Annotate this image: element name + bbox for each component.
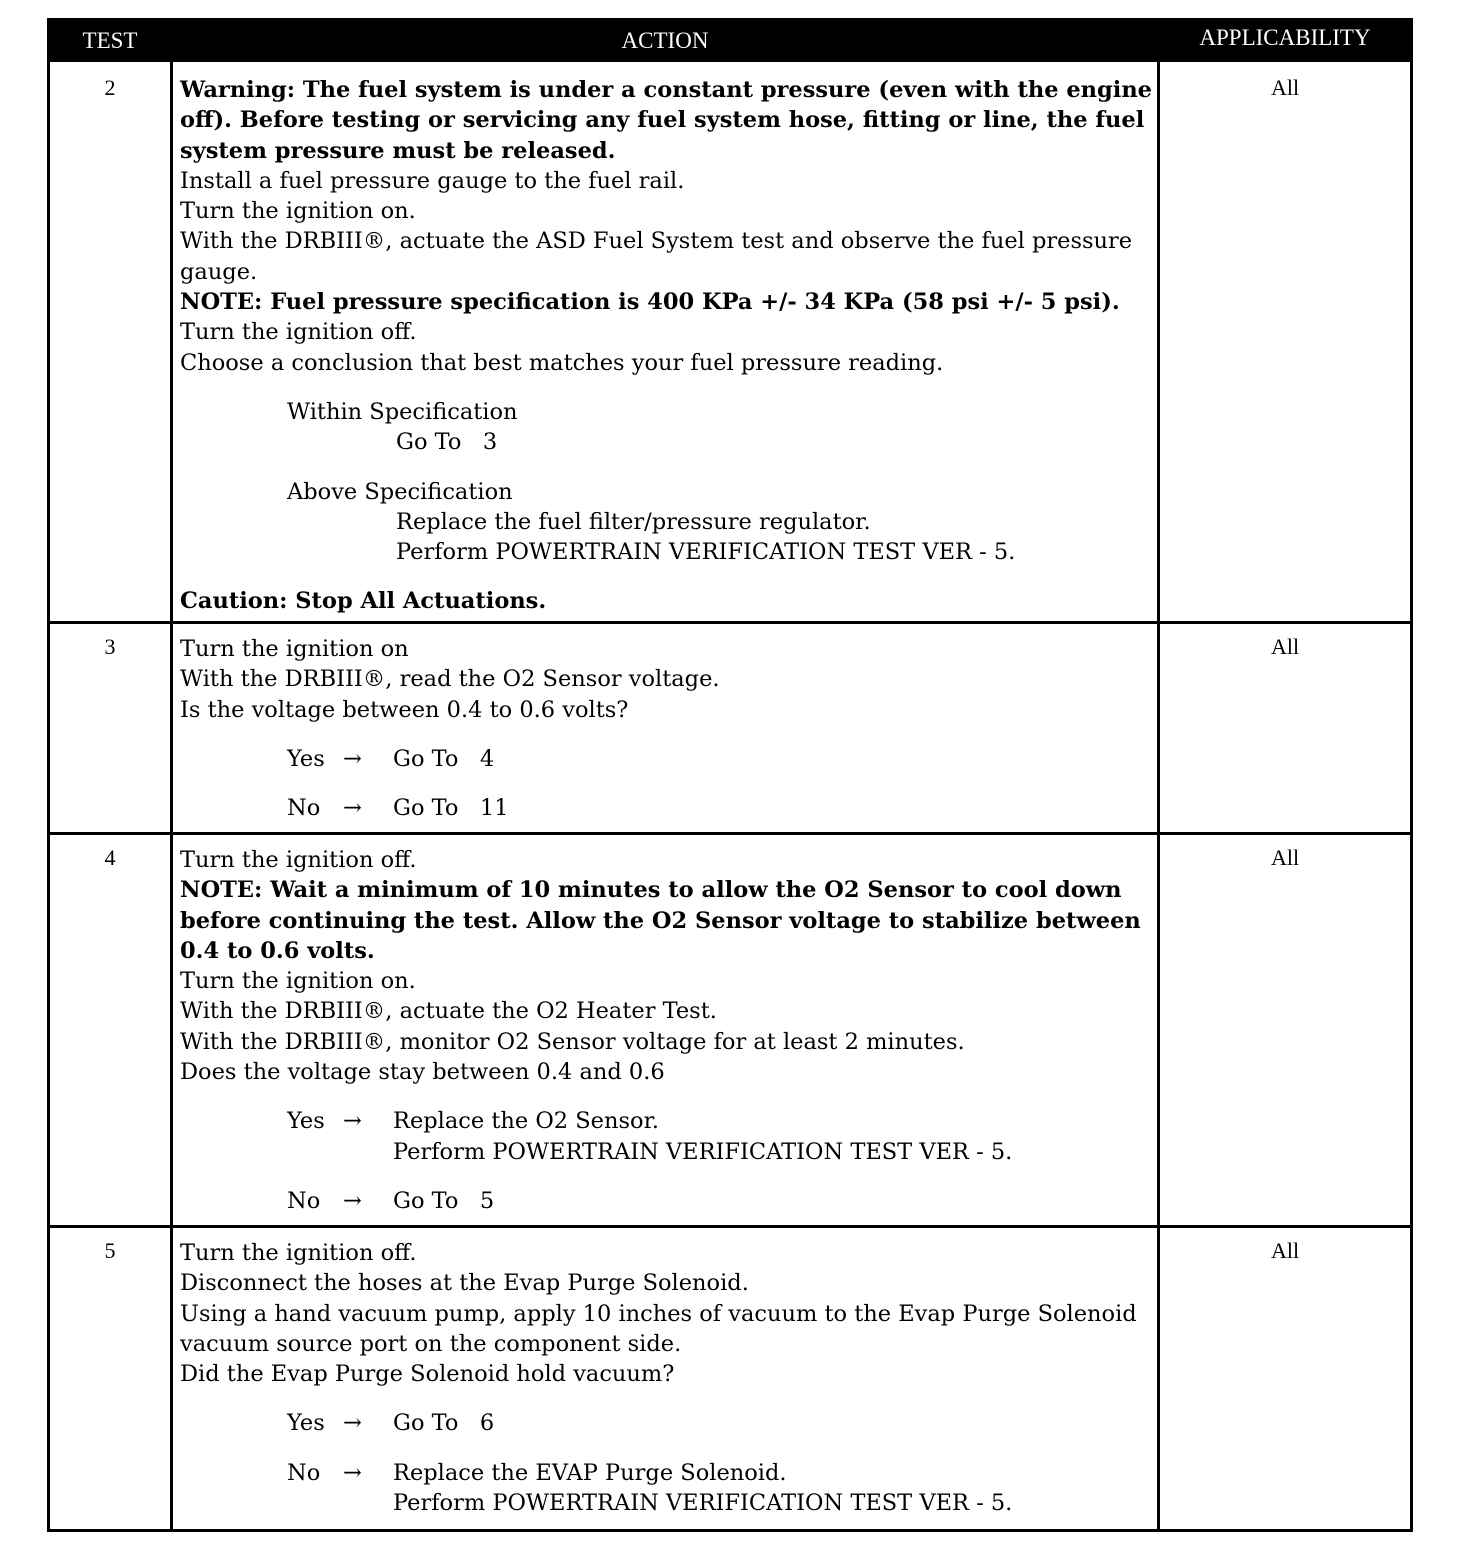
answer-yes: Yes → Go To 6: [180, 1408, 1155, 1438]
table-row: [50, 65, 1410, 621]
conclusion-action: Go To 3: [396, 429, 498, 456]
step-text: Turn the ignition on.: [180, 198, 416, 225]
test-number: 4: [104, 845, 116, 870]
note-text: NOTE: Fuel pressure specification is 400 KPa +/- 34 KPa (58 psi +/- 5 psi).: [180, 289, 1120, 316]
table-row: [50, 1228, 1410, 1529]
test-number: 3: [104, 634, 116, 659]
caution-text: Caution: Stop All Actuations.: [180, 588, 547, 615]
arrow-icon: →: [343, 1108, 362, 1135]
answer-yes: Yes → Replace the O2 Sensor. Perform POWERTRAIN VERIFICATION TEST VER - 5.: [180, 1106, 1155, 1167]
diagnostic-table: [47, 18, 1413, 1532]
step-text: With the DRBIII®, read the O2 Sensor voltage.: [180, 666, 720, 693]
step-text: Choose a conclusion that best matches your fuel pressure reading.: [180, 349, 944, 376]
arrow-icon: →: [343, 1459, 362, 1486]
step-text: Using a hand vacuum pump, apply 10 inches of vacuum to the Evap Purge Solenoid vacuum source port on the component side.: [180, 1300, 1137, 1357]
conclusion-action: Replace the fuel filter/pressure regulator.: [396, 508, 871, 535]
conclusion-label: Within Specification: [287, 398, 518, 425]
header-action: ACTION: [621, 28, 709, 53]
arrow-icon: →: [343, 1187, 362, 1214]
table-header: [50, 21, 1410, 62]
step-text: With the DRBIII®, actuate the ASD Fuel System test and observe the fuel pressure gauge.: [180, 228, 1133, 285]
note-text: NOTE: Wait a minimum of 10 minutes to allow the O2 Sensor to cool down before continuing the test. Allow the O2 Sensor voltage to stabilize between 0.4 to 0.6 volts.: [180, 877, 1141, 964]
answer-no: No → Go To 5: [180, 1186, 1155, 1216]
step-text: Turn the ignition off.: [180, 1240, 417, 1266]
conclusion-action: Perform POWERTRAIN VERIFICATION TEST VER - 5.: [396, 539, 1016, 566]
table-row: [50, 835, 1410, 1225]
action-cell: [180, 845, 1155, 1216]
answer-yes: Yes → Go To 4: [180, 744, 1155, 774]
applicability-cell: All: [1270, 845, 1300, 870]
warning-text: Warning: The fuel system is under a constant pressure (even with the engine off). Before testing or servicing any fuel system hose, fitting or line, the fuel system pressure must be released.: [180, 77, 1152, 164]
step-text: Did the Evap Purge Solenoid hold vacuum?: [180, 1361, 675, 1388]
table-row: [50, 624, 1410, 832]
action-cell: [180, 634, 1155, 823]
step-text: Turn the ignition off.: [180, 847, 417, 873]
header-applicability: APPLICABILITY: [1199, 25, 1371, 50]
action-cell: [180, 75, 1155, 617]
test-number: 2: [104, 75, 116, 100]
step-text: Turn the ignition off.: [180, 319, 417, 346]
arrow-icon: →: [343, 1410, 362, 1437]
step-text: Does the voltage stay between 0.4 and 0.6: [180, 1059, 665, 1086]
step-text: Turn the ignition on: [180, 636, 409, 662]
step-text: With the DRBIII®, actuate the O2 Heater Test.: [180, 998, 717, 1025]
applicability-cell: All: [1270, 75, 1300, 100]
arrow-icon: →: [343, 795, 362, 822]
conclusion-label: Above Specification: [287, 478, 513, 505]
header-test: TEST: [82, 28, 138, 53]
answer-no: No → Replace the EVAP Purge Solenoid. Perform POWERTRAIN VERIFICATION TEST VER - 5.: [180, 1458, 1155, 1519]
step-text: Is the voltage between 0.4 to 0.6 volts?: [180, 696, 629, 723]
arrow-icon: →: [343, 745, 362, 772]
applicability-cell: All: [1270, 1238, 1300, 1263]
step-text: Install a fuel pressure gauge to the fuel rail.: [180, 167, 685, 194]
step-text: Disconnect the hoses at the Evap Purge Solenoid.: [180, 1270, 749, 1297]
step-text: Turn the ignition on.: [180, 968, 416, 995]
test-number: 5: [104, 1238, 116, 1263]
step-text: With the DRBIII®, monitor O2 Sensor voltage for at least 2 minutes.: [180, 1028, 965, 1055]
applicability-cell: All: [1270, 634, 1300, 659]
answer-no: No → Go To 11: [180, 793, 1155, 823]
action-cell: [180, 1238, 1155, 1518]
